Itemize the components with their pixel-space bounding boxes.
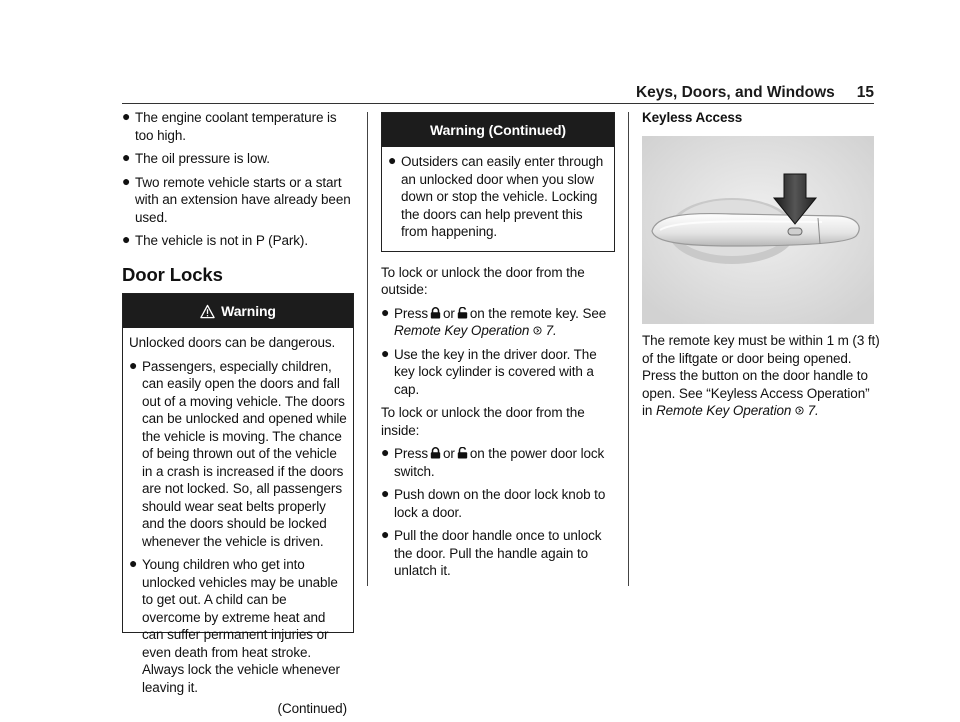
page-reference-icon — [795, 406, 804, 415]
header-rule — [122, 103, 874, 104]
warning-box — [122, 293, 354, 716]
continued-label: (Continued) — [277, 701, 347, 716]
column-divider-1 — [367, 112, 368, 586]
column-2 — [381, 112, 615, 586]
list-item: ● Push down on the door lock knob to lock a door. — [381, 485, 606, 520]
list-item: ● The vehicle is not in P (Park). — [122, 231, 308, 248]
list-item: ● Press or on the remote key. See Remote Key Operation 7. — [381, 303, 607, 338]
list-item: ● The oil pressure is low. — [122, 149, 270, 166]
column-divider-2 — [628, 112, 629, 586]
lock-icon — [430, 447, 441, 459]
warning-intro: Unlocked doors can be dangerous. — [129, 335, 336, 350]
keyless-paragraph: The remote key must be within 1 m (3 ft) of the liftgate or door being opened. Press the button on the door handle to open. See “Keyless Access Operation” in Remote Key Operation 7. — [642, 333, 880, 418]
section-heading: Door Locks — [122, 263, 223, 285]
column-1 — [122, 108, 354, 716]
column-3-text — [642, 332, 880, 426]
list-item: ● Passengers, especially children, can easily open the doors and fall out of a moving vehicle. The doors can be unlocked and opened while the vehicle is moving. The chance of being thrown out of the vehicle in a crash is increased if the doors are not locked. So, all passengers should wear seat belts properly and the doors should be locked whenever the vehicle is driven. — [129, 356, 347, 549]
warning-title-bar — [123, 294, 353, 328]
column-3 — [642, 109, 874, 127]
list-item: ● Two remote vehicle starts or a start with an extension have already been used. — [122, 172, 351, 225]
page-reference-icon — [533, 326, 542, 335]
warning-title: Warning — [221, 303, 276, 319]
list-item: ● Pull the door handle once to unlock the door. Pull the handle again to unlatch it. — [381, 526, 602, 578]
warning-title-bar — [382, 113, 614, 147]
unlock-icon — [457, 307, 468, 319]
inside-intro: To lock or unlock the door from the inside: — [381, 405, 585, 438]
warning-title: Warning (Continued) — [430, 122, 566, 138]
page-number: 15 — [856, 84, 874, 101]
outside-intro: To lock or unlock the door from the outside: — [381, 264, 585, 297]
list-item: ● Young children who get into unlocked vehicles may be unable to get out. A child can be overcome by extreme heat and can suffer permanent injuries or even death from heat stroke. Always lock the vehicle whenever leaving it. — [129, 555, 340, 695]
subsection-heading: Keyless Access — [642, 110, 743, 125]
warning-triangle-icon — [200, 304, 215, 319]
unlock-icon — [457, 447, 468, 459]
list-item: ● Press or on the power door lock switch. — [381, 444, 605, 479]
section-title: Keys, Doors, and Windows — [635, 84, 835, 101]
list-item: ● Use the key in the driver door. The key lock cylinder is covered with a cap. — [381, 344, 597, 397]
warning-box-continued — [381, 112, 615, 252]
lock-icon — [430, 307, 441, 319]
list-item: ● The engine coolant temperature is too high. — [122, 108, 337, 143]
door-handle-illustration — [642, 136, 874, 324]
list-item: ● Outsiders can easily enter through an unlocked door when you slow down or stop the vehicle. Locking the doors can help prevent this from happening. — [388, 152, 604, 239]
